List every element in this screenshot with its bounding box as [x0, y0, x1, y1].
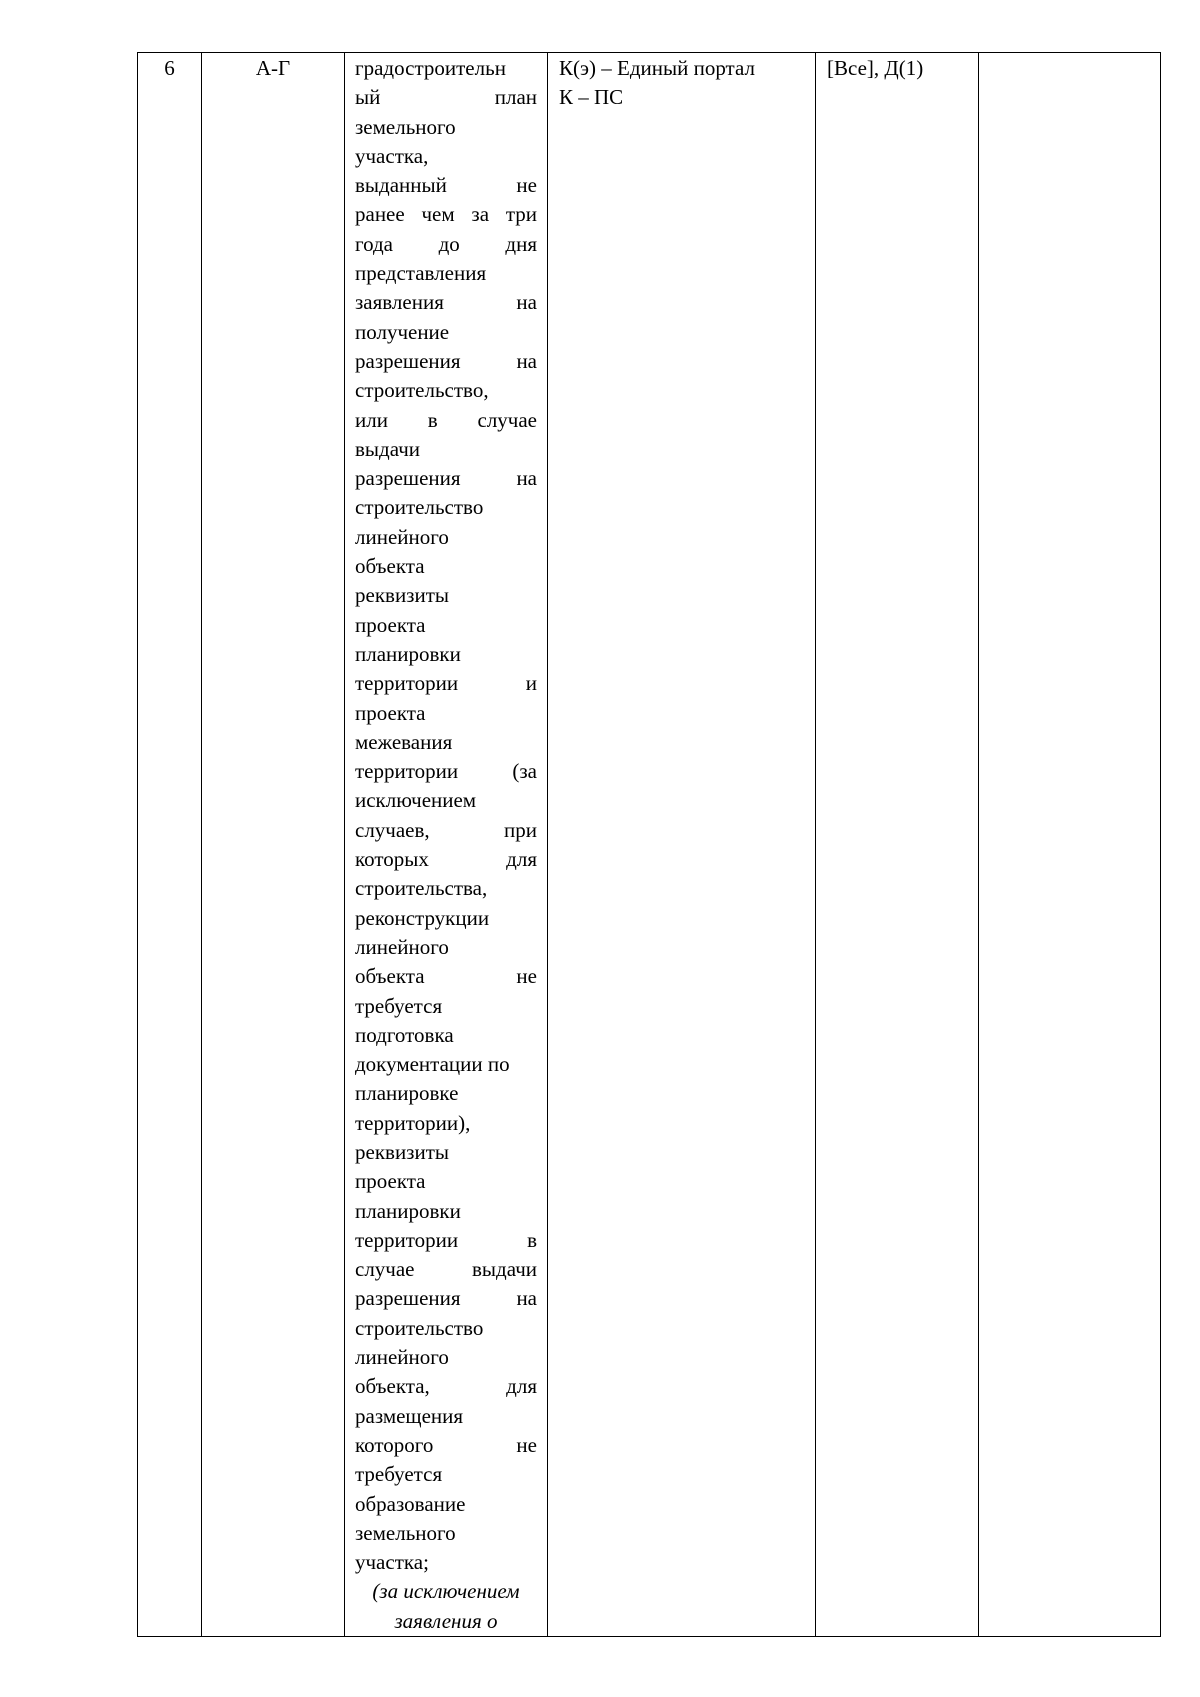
description-line: объекта	[355, 554, 425, 579]
description-line: которых для	[355, 847, 537, 872]
scope-text: [Все], Д(1)	[827, 56, 924, 80]
description-line: выдачи	[355, 436, 420, 461]
description-line: территории в	[355, 1227, 537, 1252]
description-line: земельного	[355, 1520, 456, 1545]
description-line: ый план	[355, 85, 537, 110]
description-line: случаев, при	[355, 817, 537, 842]
description-line: представления	[355, 261, 487, 286]
description-line: строительство	[355, 1315, 484, 1340]
description-line: заявления на	[355, 290, 537, 315]
description-line: территории),	[355, 1110, 471, 1135]
description-line: подготовка	[355, 1022, 454, 1047]
description-line: строительство	[355, 495, 484, 520]
description-text	[355, 54, 537, 1577]
description-line: объекта не	[355, 964, 537, 989]
description-line: линейного	[355, 934, 449, 959]
italic-line: (за исключением	[372, 1579, 520, 1604]
description-line: требуется	[355, 1462, 443, 1487]
scope-cell	[816, 53, 979, 1637]
description-line: выданный не	[355, 173, 537, 198]
description-line: земельного	[355, 114, 456, 139]
description-line: градостроительн	[355, 56, 506, 80]
row-code-cell	[202, 53, 345, 1637]
description-line: строительство,	[355, 378, 489, 403]
description-line: разрешения на	[355, 348, 537, 373]
description-line: получение	[355, 319, 450, 344]
row-code: А-Г	[255, 56, 291, 80]
description-line: года до дня	[355, 231, 537, 256]
description-line: ранее чем за три	[355, 202, 537, 227]
italic-line: заявления о	[394, 1608, 498, 1633]
description-line: реквизиты	[355, 583, 449, 608]
description-line: планировки	[355, 641, 461, 666]
description-italic-note	[355, 1577, 537, 1636]
note-cell	[979, 53, 1161, 1637]
description-line: планировке	[355, 1081, 459, 1106]
description-line: размещения	[355, 1403, 464, 1428]
description-line: разрешения на	[355, 1286, 537, 1311]
requirements-table	[137, 52, 1161, 1637]
description-line: реконструкции	[355, 905, 490, 930]
channel-line: К – ПС	[559, 85, 624, 110]
description-line: или в случае	[355, 407, 537, 432]
description-line: участка,	[355, 143, 429, 168]
description-line: линейного	[355, 524, 449, 549]
description-line: случае выдачи	[355, 1257, 537, 1282]
description-line: требуется	[355, 993, 443, 1018]
table-row	[138, 53, 1161, 1637]
description-line: линейного	[355, 1345, 449, 1370]
description-line: проекта	[355, 612, 426, 637]
description-line: которого не	[355, 1432, 537, 1457]
description-line: исключением	[355, 788, 477, 813]
description-line: образование	[355, 1491, 466, 1516]
description-line: проекта	[355, 1169, 426, 1194]
row-number-cell	[138, 53, 202, 1637]
description-line: строительства,	[355, 876, 488, 901]
description-line: разрешения на	[355, 466, 537, 491]
description-line: реквизиты	[355, 1139, 449, 1164]
description-line: территории (за	[355, 759, 537, 784]
description-line: территории и	[355, 671, 537, 696]
channel-cell	[548, 53, 816, 1637]
description-line: объекта, для	[355, 1374, 537, 1399]
description-line: документации по	[355, 1052, 510, 1077]
description-line: участка;	[355, 1550, 429, 1575]
description-line: проекта	[355, 700, 426, 725]
description-line: планировки	[355, 1198, 461, 1223]
description-line: межевания	[355, 729, 453, 754]
description-cell	[345, 53, 548, 1637]
row-number: 6	[164, 56, 175, 80]
channel-line: К(э) – Единый портал	[559, 56, 755, 80]
